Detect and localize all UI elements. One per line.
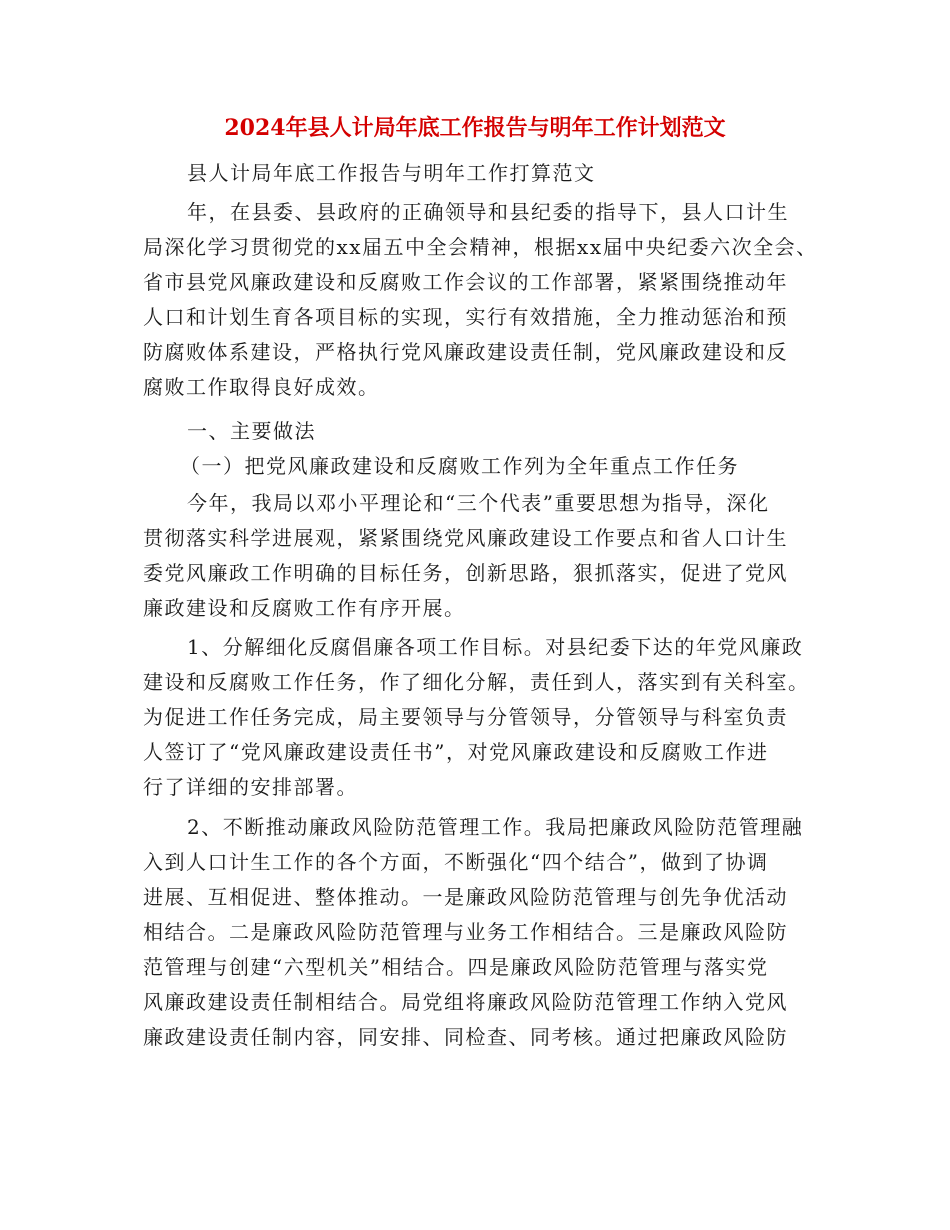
- paragraph-line: 省市县党风廉政建设和反腐败工作会议的工作部署，紧紧围绕推动年: [143, 270, 788, 294]
- paragraph-line: 贯彻落实科学进展观，紧紧围绕党风廉政建设工作要点和省人口计生: [143, 526, 788, 550]
- document-title: 2024年县人计局年底工作报告与明年工作计划范文: [224, 115, 726, 141]
- paragraph-line: 廉政建设和反腐败工作有序开展。: [143, 596, 466, 620]
- section-heading: 一、主要做法: [187, 419, 316, 443]
- paragraph-line: 2、不断推动廉政风险防范管理工作。我局把廉政风险防范管理融: [187, 815, 804, 839]
- paragraph-line: 腐败工作取得良好成效。: [143, 375, 380, 399]
- paragraph-line: 范管理与创建“六型机关”相结合。四是廉政风险防范管理与落实党: [143, 955, 769, 979]
- paragraph-line: 人签订了“党风廉政建设责任书”，对党风廉政建设和反腐败工作进: [143, 740, 769, 764]
- paragraph-line: 入到人口计生工作的各个方面，不断强化“四个结合”，做到了协调: [143, 850, 769, 874]
- paragraph-line: 今年，我局以邓小平理论和“三个代表”重要思想为指导，深化: [187, 491, 770, 515]
- subsection-heading: （一）把党风廉政建设和反腐败工作列为全年重点工作任务: [180, 454, 739, 478]
- paragraph-line: 进展、互相促进、整体推动。一是廉政风险防范管理与创先争优活动: [143, 885, 788, 909]
- document-subtitle: 县人计局年底工作报告与明年工作打算范文: [187, 161, 596, 185]
- paragraph-line: 行了详细的安排部署。: [143, 775, 358, 799]
- paragraph-line: 风廉政建设责任制相结合。局党组将廉政风险防范管理工作纳入党风: [143, 990, 788, 1014]
- paragraph-line: 为促进工作任务完成，局主要领导与分管领导，分管领导与科室负责: [143, 705, 788, 729]
- paragraph-line: 建设和反腐败工作任务，作了细化分解，责任到人，落实到有关科室。: [143, 670, 810, 694]
- paragraph-line: 局深化学习贯彻党的xx届五中全会精神，根据xx届中央纪委六次全会、: [143, 235, 818, 259]
- paragraph-line: 委党风廉政工作明确的目标任务，创新思路，狠抓落实，促进了党风: [143, 561, 788, 585]
- paragraph-line: 防腐败体系建设，严格执行党风廉政建设责任制，党风廉政建设和反: [143, 340, 788, 364]
- paragraph-line: 人口和计划生育各项目标的实现，实行有效措施，全力推动惩治和预: [143, 305, 788, 329]
- paragraph-line: 廉政建设责任制内容，同安排、同检查、同考核。通过把廉政风险防: [143, 1025, 788, 1049]
- paragraph-line: 年，在县委、县政府的正确领导和县纪委的指导下，县人口计生: [187, 200, 789, 224]
- paragraph-line: 相结合。二是廉政风险防范管理与业务工作相结合。三是廉政风险防: [143, 920, 788, 944]
- paragraph-line: 1、分解细化反腐倡廉各项工作目标。对县纪委下达的年党风廉政: [187, 635, 804, 659]
